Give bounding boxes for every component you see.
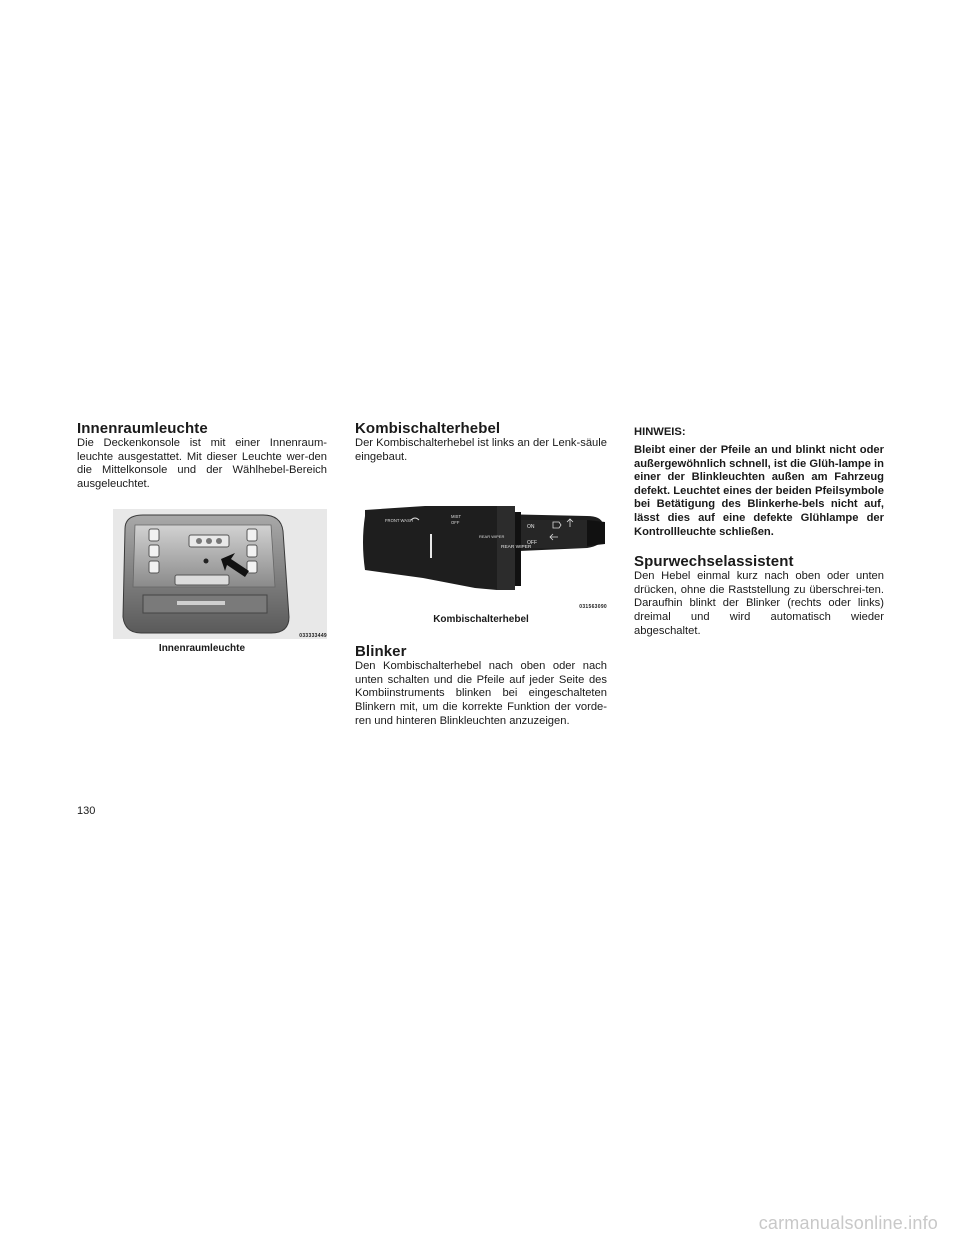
heading-spurwechselassistent: Spurwechselassistent [634,553,794,571]
lever-label-off2: OFF [527,540,537,547]
figure-interior-light [113,509,327,639]
paragraph-spurwechselassistent: Den Hebel einmal kurz nach oben oder unten drücken, ohne die Raststellung zu überschrei-ten. Daraufhin blinkt der Blinker (rechts oder links) dreimal und wird automatisch wieder abgeschaltet. [634,570,884,637]
column-middle [355,420,607,728]
caption-interior-light: Innenraumleuchte [158,643,246,655]
column-left [77,420,327,654]
lever-label-rear-wiper: REAR WIPER [501,545,532,551]
figure-multifunction-lever [355,498,607,610]
heading-innenraumleuchte: Innenraumleuchte [77,420,208,437]
lever-label-mist: MIST [451,514,462,520]
caption-lever: Kombischalterhebel [433,614,529,626]
figure-code-interior-light: 033333449 [299,633,327,640]
note-body: Bleibt einer der Pfeile an und blinkt nicht oder außergewöhnlich schnell, ist die Glüh-lampe in einer der Blinkleuchten außen am Fahrzeug defekt. Leuchtet eines der beiden Pfeilsymbole bei Betätigung des Blinkerhe-bels nicht auf, lässt dies auf eine defekte Glühlampe der Kontrollleuchte schließen. [634,444,884,538]
note-heading: HINWEIS: [634,426,686,438]
figure-code-lever: 031563090 [579,604,607,611]
lever-label-front-wash: FRONT WASH [385,518,413,524]
paragraph-kombischalterhebel: Der Kombischalterhebel ist links an der Lenk-säule eingebaut. [355,437,607,463]
lever-label-off: OFF [451,520,460,526]
lever-label-rear-wiper-small: REAR WIPER [479,534,505,540]
interior-light-illustration [113,509,327,639]
column-right [634,420,884,638]
heading-blinker: Blinker [355,643,407,661]
lever-label-on: ON [527,524,535,531]
paragraph-blinker: Den Kombischalterhebel nach oben oder nach unten schalten und die Pfeile auf jeder Seite des Kombiinstruments blinken bei eingeschalteten Blinkern mit, um die korrekte Funktion der vorde-ren und hinteren Blinkleuchten anzuzeigen. [355,660,607,727]
heading-kombischalterhebel: Kombischalterhebel [355,420,501,437]
watermark: carmanualsonline.info [758,1213,938,1233]
multifunction-lever-illustration [355,498,607,606]
page-number: 130 [77,805,96,817]
paragraph-innenraumleuchte: Die Deckenkonsole ist mit einer Innenraum-leuchte ausgestattet. Mit dieser Leuchte wer-den die Mittelkonsole und der Wählhebel-Bereich ausgeleuchtet. [77,437,327,490]
